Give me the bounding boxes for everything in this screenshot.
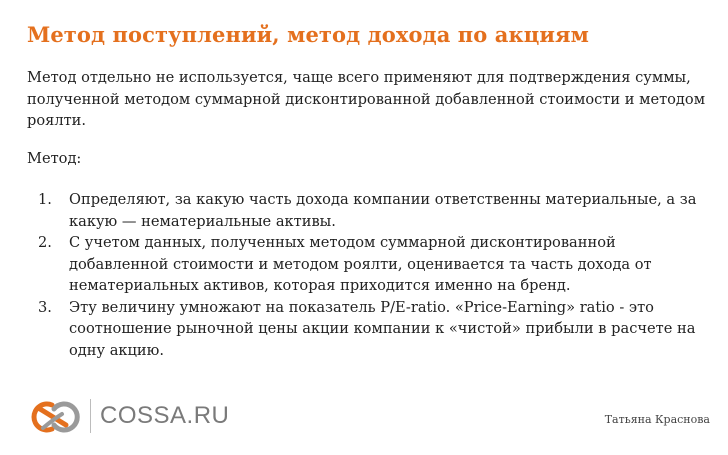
step-number: 2.	[38, 234, 52, 251]
step-number: 3.	[38, 298, 52, 316]
steps-list	[30, 189, 710, 361]
step-text: С учетом данных, полученных методом суммарной дисконтированной добавленной стоимости и методом роялти, оценивается та часть дохода от нематериальных активов, которая приходится именно на бренд.	[69, 234, 652, 294]
author-name: Татьяна Краснова	[604, 413, 710, 426]
step-number: 1.	[38, 191, 52, 208]
step-text: Эту величину умножают на показатель P/E-ratio. «Price-Earning» ratio - это соотношение рыночной цены акции компании к «чистой» прибыли в расчете на одну акцию.	[69, 298, 696, 359]
step-text: Определяют, за какую часть дохода компании ответственны материальные, а за какую — нематериальные активы.	[69, 191, 697, 230]
logo-divider	[90, 399, 91, 433]
method-label: Метод:	[27, 150, 82, 167]
logo-text: COSSA.RU	[100, 402, 230, 429]
intro-paragraph: Метод отдельно не используется, чаще всего применяют для подтверждения суммы, полученной методом суммарной дисконтированной добавленной стоимости и методом роялти.	[27, 69, 706, 129]
slide-title: Метод поступлений, метод дохода по акциям	[27, 22, 590, 47]
list-item	[30, 189, 710, 232]
list-item	[30, 232, 710, 297]
list-item	[30, 297, 710, 362]
